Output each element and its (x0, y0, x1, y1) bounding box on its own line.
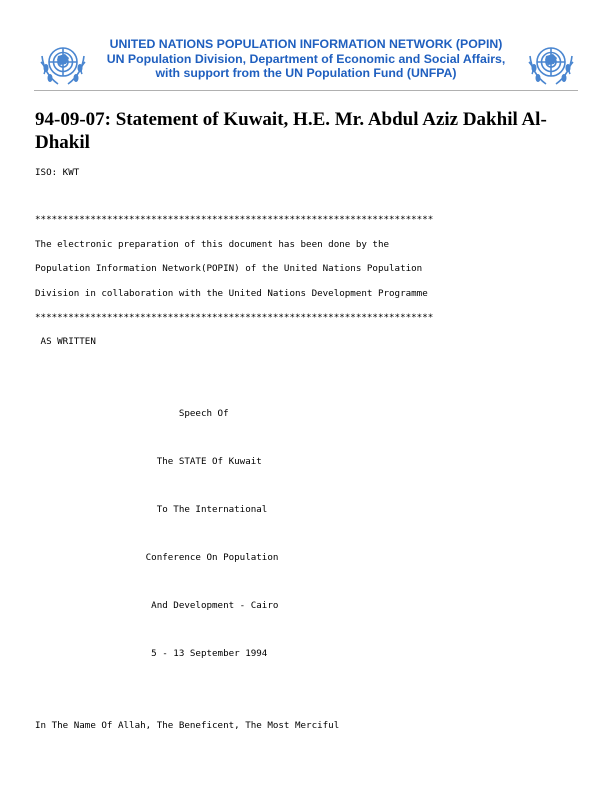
separator-line: ************************************************************************ (35, 312, 434, 323)
separator-line: ************************************************************************ (35, 214, 434, 225)
preparation-note-line-1: The electronic preparation of this document has been done by the (35, 239, 390, 250)
preparation-note-line-2: Population Information Network(POPIN) of the United Nations Population (35, 263, 423, 274)
speech-heading-line-1: Speech Of (35, 408, 229, 419)
header-line-2: UN Population Division, Department of Economic and Social Affairs, (106, 51, 506, 66)
speech-heading-line-6: 5 - 13 September 1994 (35, 648, 268, 659)
preparation-note-line-3: Division in collaboration with the United Nations Development Programme (35, 288, 428, 299)
header-text (90, 37, 522, 81)
un-emblem-icon (38, 38, 88, 88)
speech-heading-line-5: And Development - Cairo (35, 600, 279, 611)
invocation-line: In The Name Of Allah, The Beneficent, The Most Merciful (35, 720, 340, 731)
iso-code: ISO: KWT (35, 167, 80, 178)
speech-heading-line-3: To The International (35, 504, 268, 515)
as-written-label: AS WRITTEN (35, 336, 96, 347)
un-emblem-icon (526, 38, 576, 88)
document-title: 94-09-07: Statement of Kuwait, H.E. Mr. Abdul Aziz Dakhil Al-Dhakil (35, 109, 547, 153)
header-line-1: UNITED NATIONS POPULATION INFORMATION NETWORK (POPIN) (109, 37, 503, 51)
header-line-3: with support from the UN Population Fund (UNFPA) (155, 66, 457, 80)
speech-heading-line-2: The STATE Of Kuwait (35, 456, 262, 467)
speech-heading-line-4: Conference On Population (35, 552, 279, 563)
page-header (34, 34, 578, 91)
